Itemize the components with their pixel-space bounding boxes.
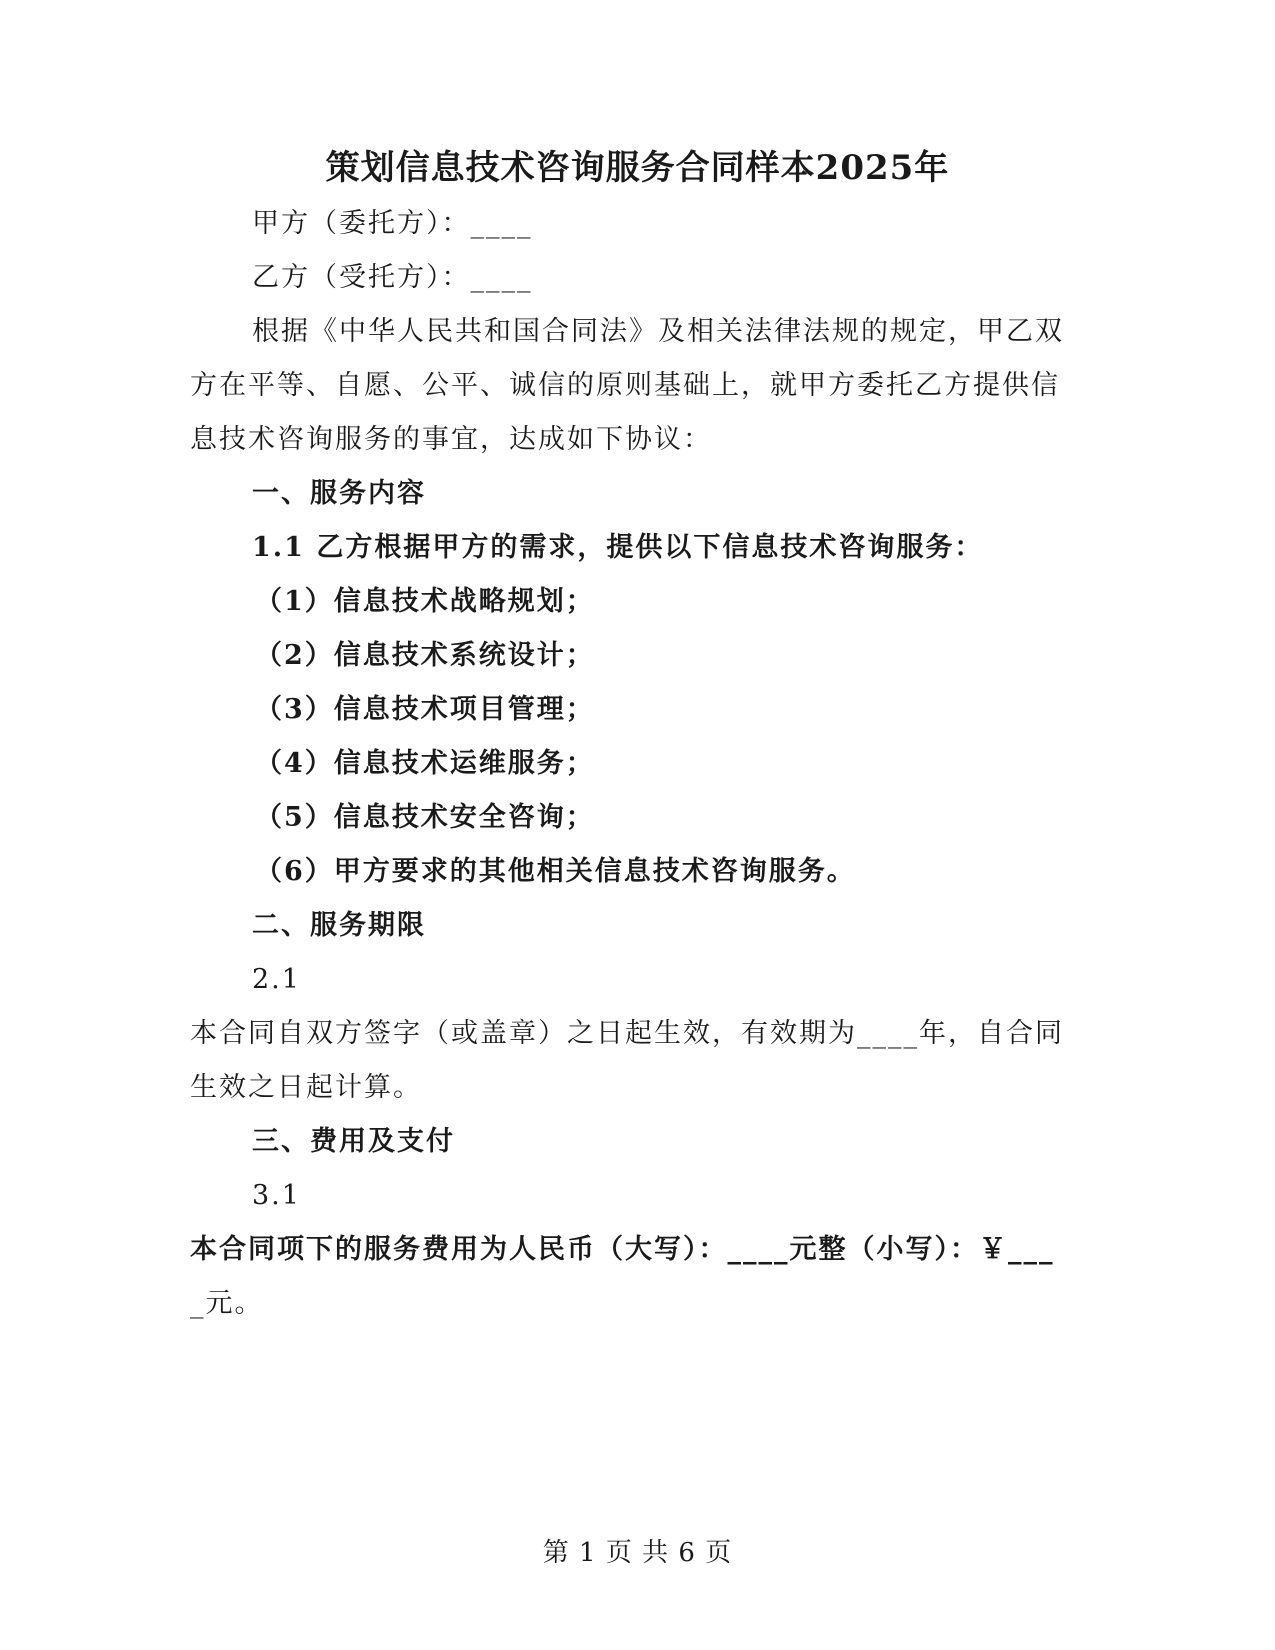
- service-item-5: （5）信息技术安全咨询；: [255, 802, 595, 833]
- section-3-heading: 三、费用及支付: [252, 1126, 455, 1157]
- service-item-2: （2）信息技术系统设计；: [255, 640, 595, 671]
- service-item-3: （3）信息技术项目管理；: [255, 694, 595, 725]
- section-1-heading: 一、服务内容: [252, 478, 426, 509]
- document-title: 策划信息技术咨询服务合同样本2025年: [325, 148, 950, 188]
- preamble-line-3: 息技术咨询服务的事宜，达成如下协议：: [190, 424, 712, 455]
- clause-2-1-number: 2.1: [252, 964, 301, 995]
- service-item-4: （4）信息技术运维服务；: [255, 748, 595, 779]
- service-item-6: （6）甲方要求的其他相关信息技术咨询服务。: [255, 856, 856, 887]
- page-indicator: 第 1 页 共 6 页: [542, 1538, 733, 1568]
- clause-3-1-line-2: _元。: [190, 1288, 264, 1319]
- party-a-line: 甲方（委托方）：____: [252, 208, 533, 239]
- section-2-heading: 二、服务期限: [252, 910, 426, 941]
- clause-2-1-line-2: 生效之日起计算。: [190, 1072, 422, 1103]
- party-b-line: 乙方（受托方）：____: [252, 262, 533, 293]
- clause-2-1-line-1: 本合同自双方签字（或盖章）之日起生效，有效期为____年，自合同: [190, 1018, 1064, 1049]
- clause-1-1: 1.1 乙方根据甲方的需求，提供以下信息技术咨询服务：: [252, 532, 984, 563]
- preamble-line-1: 根据《中华人民共和国合同法》及相关法律法规的规定，甲乙双: [252, 316, 1064, 347]
- clause-3-1-line-1: 本合同项下的服务费用为人民币（大写）：____元整（小写）：￥___: [190, 1234, 1055, 1265]
- preamble-line-2: 方在平等、自愿、公平、诚信的原则基础上，就甲方委托乙方提供信: [190, 370, 1060, 401]
- clause-3-1-number: 3.1: [252, 1180, 301, 1211]
- service-item-1: （1）信息技术战略规划；: [255, 586, 595, 617]
